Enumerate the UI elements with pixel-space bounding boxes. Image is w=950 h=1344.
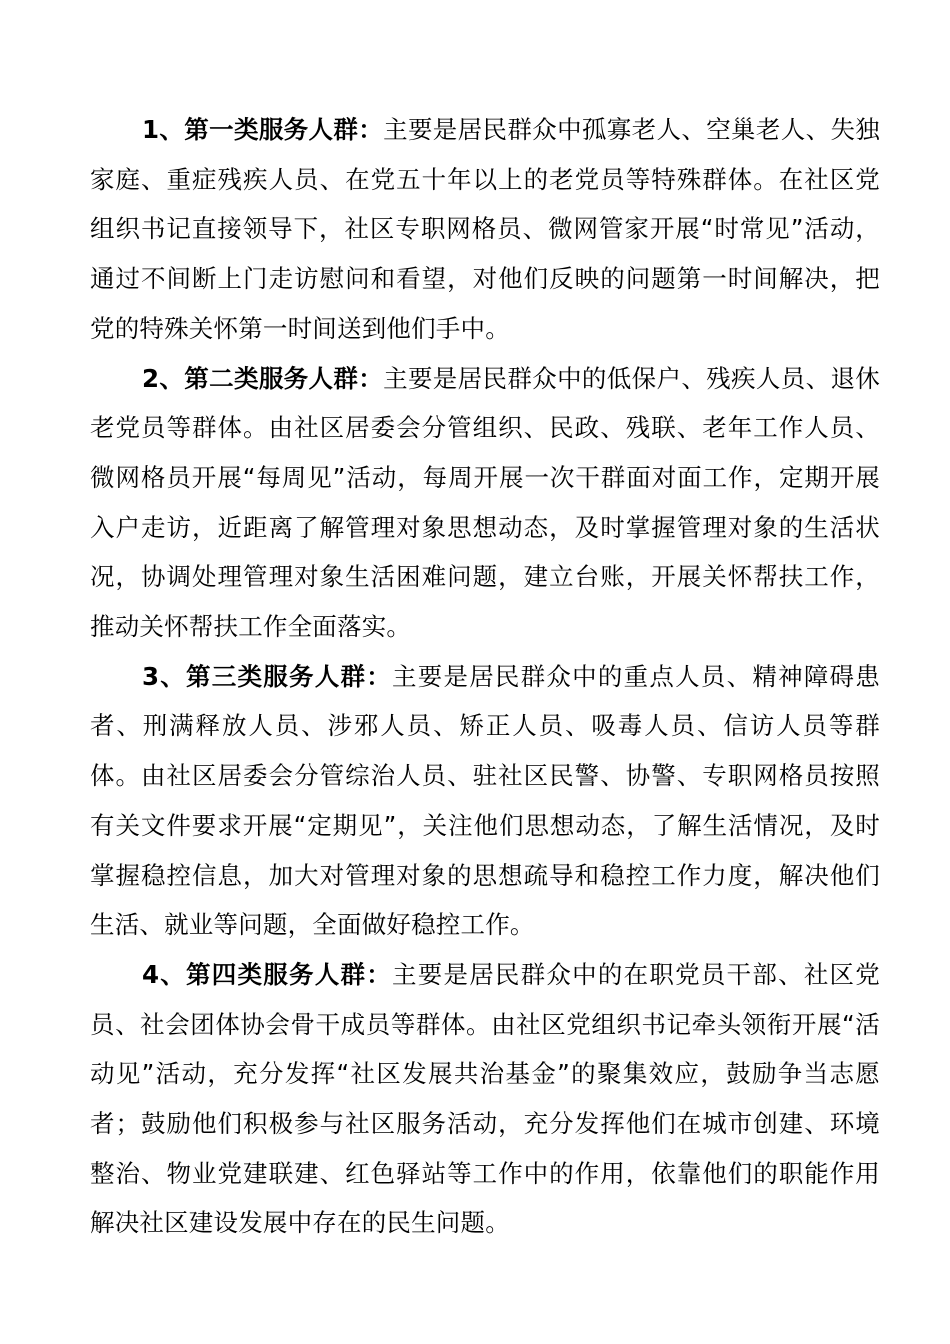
paragraph-2-heading: 2、第二类服务人群： <box>142 363 384 393</box>
paragraph-4-body: 主要是居民群众中的在职党员干部、社区党员、社会团体协会骨干成员等群体。由社区党组织书记牵头领衔开展“活动见”活动，充分发挥“社区发展共治基金”的聚集效应，鼓励争当志愿者；鼓励他们积极参与社区服务活动，充分发挥他们在城市创建、环境整治、物业党建联建、红色驿站等工作中的作用，依靠他们的职能作用解决社区建设发展中存在的民生问题。 <box>90 959 881 1238</box>
paragraph-4 <box>90 950 880 1248</box>
paragraph-4-heading: 4、第四类服务人群： <box>142 959 392 989</box>
paragraph-3 <box>90 652 880 950</box>
paragraph-2 <box>90 354 880 652</box>
paragraph-1-body: 主要是居民群众中孤寡老人、空巢老人、失独家庭、重症残疾人员、在党五十年以上的老党员等特殊群体。在社区党组织书记直接领导下，社区专职网格员、微网管家开展“时常见”活动，通过不间断上门走访慰问和看望，对他们反映的问题第一时间解决，把党的特殊关怀第一时间送到他们手中。 <box>90 115 881 343</box>
paragraph-3-body: 主要是居民群众中的重点人员、精神障碍患者、刑满释放人员、涉邪人员、矫正人员、吸毒人员、信访人员等群体。由社区居委会分管综治人员、驻社区民警、协警、专职网格员按照有关文件要求开展“定期见”，关注他们思想动态，了解生活情况，及时掌握稳控信息，加大对管理对象的思想疏导和稳控工作力度，解决他们生活、就业等问题，全面做好稳控工作。 <box>90 661 881 940</box>
paragraph-2-body: 主要是居民群众中的低保户、残疾人员、退休老党员等群体。由社区居委会分管组织、民政、残联、老年工作人员、微网格员开展“每周见”活动，每周开展一次干群面对面工作，定期开展入户走访，近距离了解管理对象思想动态，及时掌握管理对象的生活状况，协调处理管理对象生活困难问题，建立台账，开展关怀帮扶工作，推动关怀帮扶工作全面落实。 <box>90 363 881 642</box>
document-page <box>90 105 880 1248</box>
paragraph-1 <box>90 105 880 354</box>
paragraph-1-heading: 1、第一类服务人群： <box>142 115 384 144</box>
paragraph-3-heading: 3、第三类服务人群： <box>142 661 392 691</box>
